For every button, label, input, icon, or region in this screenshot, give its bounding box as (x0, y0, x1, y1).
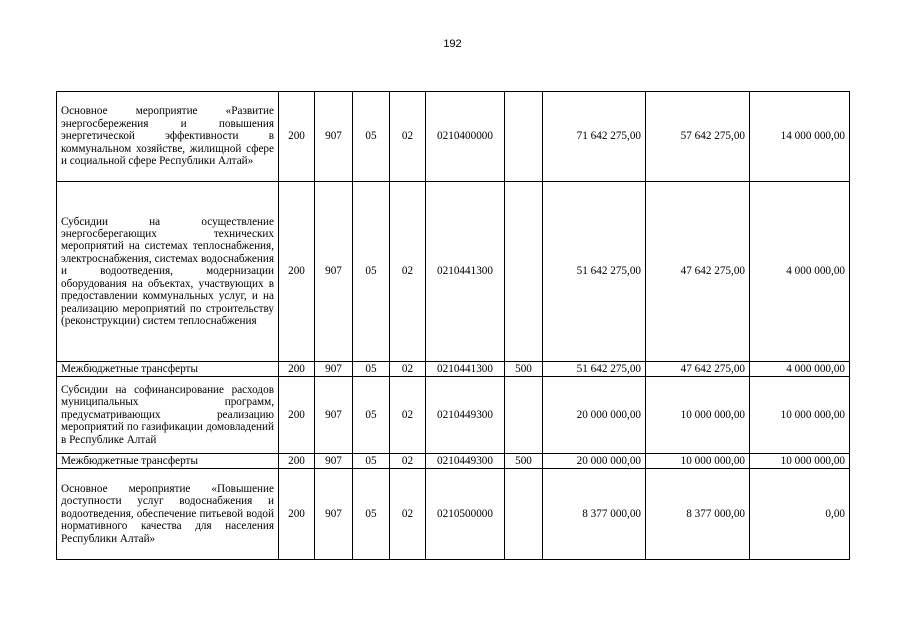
amount-column-2: 10 000 000,00 (646, 377, 750, 454)
row-description: Межбюджетные трансферты (57, 362, 279, 377)
section-code: 05 (353, 454, 390, 469)
amount-total: 71 642 275,00 (543, 92, 646, 182)
expense-type-code: 500 (505, 362, 543, 377)
amount-total: 51 642 275,00 (543, 362, 646, 377)
subsection-code: 02 (390, 182, 426, 362)
amount-total: 51 642 275,00 (543, 182, 646, 362)
subsection-code: 02 (390, 469, 426, 560)
amount-column-3: 4 000 000,00 (750, 362, 850, 377)
ministry-code: 907 (315, 454, 353, 469)
section-code: 05 (353, 92, 390, 182)
amount-column-2: 10 000 000,00 (646, 454, 750, 469)
amount-column-3: 0,00 (750, 469, 850, 560)
row-description: Субсидии на софинансирование расходов муниципальных программ, предусматривающих реализацию мероприятий по газификации домовладений в Республике Алтай (57, 377, 279, 454)
amount-total: 8 377 000,00 (543, 469, 646, 560)
grbs-code: 200 (279, 377, 315, 454)
subsection-code: 02 (390, 377, 426, 454)
amount-total: 20 000 000,00 (543, 454, 646, 469)
expense-type-code (505, 469, 543, 560)
target-article-code: 0210441300 (426, 362, 505, 377)
expense-type-code (505, 377, 543, 454)
grbs-code: 200 (279, 454, 315, 469)
amount-column-3: 4 000 000,00 (750, 182, 850, 362)
row-description: Субсидии на осуществление энергосберегающих технических мероприятий на системах теплоснабжения, электроснабжения, системах водоснабжения и водоотведения, модернизации оборудования на объектах, участвующих в предоставлении коммунальных услуг, и на реализацию мероприятий по строительству (реконструкции) систем теплоснабжения (57, 182, 279, 362)
section-code: 05 (353, 362, 390, 377)
grbs-code: 200 (279, 182, 315, 362)
ministry-code: 907 (315, 92, 353, 182)
subsection-code: 02 (390, 92, 426, 182)
ministry-code: 907 (315, 362, 353, 377)
subsection-code: 02 (390, 362, 426, 377)
page-number: 192 (443, 38, 462, 50)
target-article-code: 0210500000 (426, 469, 505, 560)
ministry-code: 907 (315, 469, 353, 560)
table-row (57, 469, 850, 560)
expense-type-code (505, 92, 543, 182)
target-article-code: 0210449300 (426, 377, 505, 454)
ministry-code: 907 (315, 182, 353, 362)
budget-table (56, 91, 850, 560)
expense-type-code (505, 182, 543, 362)
amount-column-3: 10 000 000,00 (750, 377, 850, 454)
table-row (57, 362, 850, 377)
target-article-code: 0210441300 (426, 182, 505, 362)
expense-type-code: 500 (505, 454, 543, 469)
amount-column-3: 14 000 000,00 (750, 92, 850, 182)
amount-column-2: 47 642 275,00 (646, 182, 750, 362)
amount-total: 20 000 000,00 (543, 377, 646, 454)
grbs-code: 200 (279, 362, 315, 377)
section-code: 05 (353, 469, 390, 560)
table-row (57, 377, 850, 454)
amount-column-3: 10 000 000,00 (750, 454, 850, 469)
target-article-code: 0210400000 (426, 92, 505, 182)
grbs-code: 200 (279, 469, 315, 560)
ministry-code: 907 (315, 377, 353, 454)
amount-column-2: 8 377 000,00 (646, 469, 750, 560)
target-article-code: 0210449300 (426, 454, 505, 469)
table-row (57, 182, 850, 362)
row-description: Межбюджетные трансферты (57, 454, 279, 469)
grbs-code: 200 (279, 92, 315, 182)
table-row (57, 92, 850, 182)
row-description: Основное мероприятие «Развитие энергосбережения и повышения энергетической эффективности в коммунальном хозяйстве, жилищной сфере и социальной сфере Республики Алтай» (57, 92, 279, 182)
row-description: Основное мероприятие «Повышение доступности услуг водоснабжения и водоотведения, обеспечение питьевой водой нормативного качества для населения Республики Алтай» (57, 469, 279, 560)
section-code: 05 (353, 377, 390, 454)
table-row (57, 454, 850, 469)
amount-column-2: 47 642 275,00 (646, 362, 750, 377)
subsection-code: 02 (390, 454, 426, 469)
section-code: 05 (353, 182, 390, 362)
amount-column-2: 57 642 275,00 (646, 92, 750, 182)
